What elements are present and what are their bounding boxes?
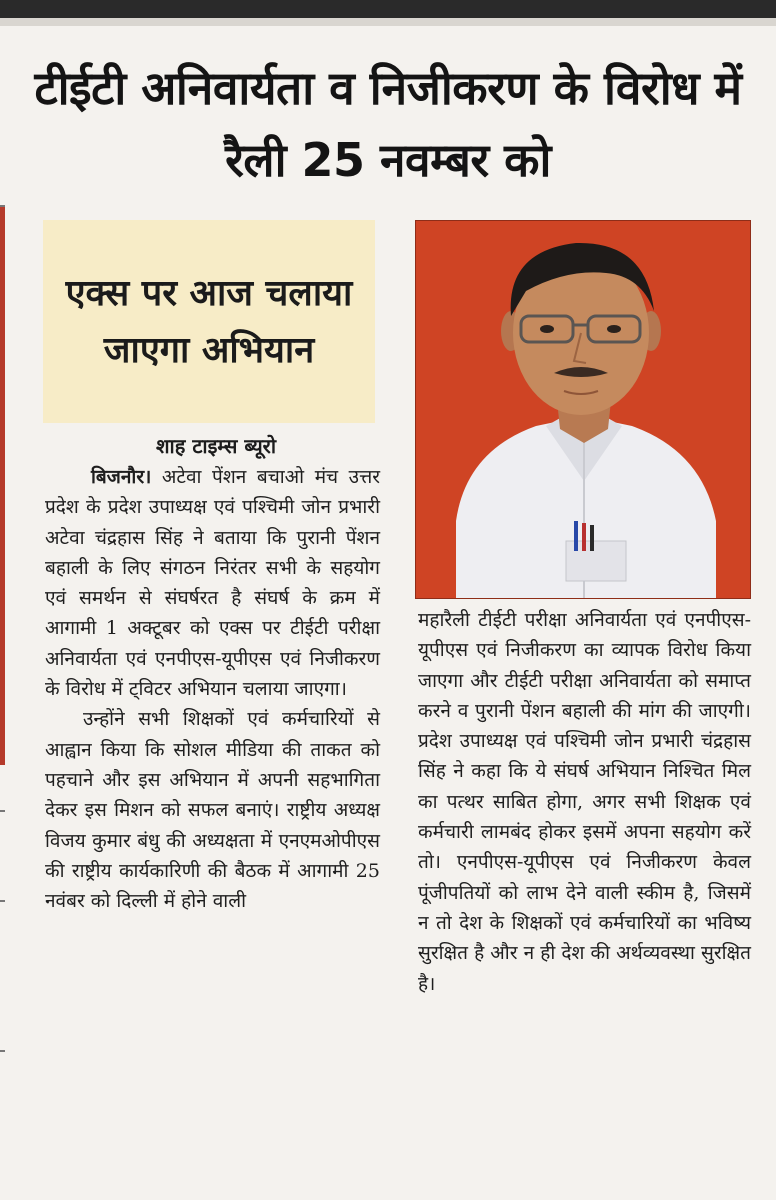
- article-headline: टीईटी अनिवार्यता व निजीकरण के विरोध में रैली 25 नवम्बर को: [34, 61, 742, 187]
- person-photo: [415, 220, 751, 599]
- paragraph: महारैली टीईटी परीक्षा अनिवार्यता एवं एनपीएस-यूपीएस एवं निजीकरण का व्यापक विरोध किया जाएगा और टीईटी परीक्षा अनिवार्यता को समाप्त करने व पुरानी पेंशन बहाली की मांग की जाएगी। प्रदेश उपाध्यक्ष एवं पश्चिमी जोन प्रभारी चंद्रहास सिंह ने कहा कि ये संघर्ष अभियान निश्चित मिल का पत्थर साबित होगा, अगर सभी शिक्षक एवं कर्मचारी लामबंद होकर इसमें अपना सहयोग करें तो। एनपीएस-यूपीएस एवं निजीकरण केवल पूंजीपतियों को लाभ देने वाली स्कीम है, जिसमें न तो देश के शिक्षकों एवं कर्मचारियों का भविष्य सुरक्षित है और न ही देश की अर्थव्यवस्था सुरक्षित है।: [418, 609, 751, 995]
- edge-mark: [0, 810, 5, 812]
- portrait-illustration: [416, 221, 751, 599]
- subheadline-box: [43, 220, 375, 423]
- edge-mark: [0, 205, 5, 207]
- edge-mark: [0, 1050, 5, 1052]
- article-column-right: [418, 605, 751, 999]
- page-top-band: [0, 18, 776, 26]
- article-subheadline: एक्स पर आज चलाया जाएगा अभियान: [65, 272, 353, 371]
- article-column-left: [45, 462, 380, 916]
- paragraph: [45, 462, 380, 704]
- byline: शाह टाइम्स ब्यूरो: [155, 434, 277, 458]
- paragraph-text: अटेवा पेंशन बचाओ मंच उत्तर प्रदेश के प्रदेश उपाध्यक्ष एवं पश्चिमी जोन प्रभारी अटेवा चंद्रहास सिंह ने बताया कि पुरानी पेंशन बहाली के लिए संगठन निरंतर सभी के सहयोग एवं समर्थन से संघर्षरत है संघर्ष के क्रम में आगामी 1 अक्टूबर को एक्स पर टीईटी परीक्षा अनिवार्यता एवं एनपीएस-यूपीएस एवं निजीकरण के विरोध में ट्विटर अभियान चलाया जाएगा।: [45, 466, 380, 701]
- paragraph: उन्होंने सभी शिक्षकों एवं कर्मचारियों से आह्वान किया कि सोशल मीडिया की ताकत को पहचाने और इस अभियान में अपनी सहभागिता देकर इस मिशन को सफल बनाएं। राष्ट्रीय अध्यक्ष विजय कुमार बंधु की अध्यक्षता में एनएमओपीएस की राष्ट्रीय कार्यकारिणी की बैठक में आगामी 25 नवंबर को दिल्ली में होने वाली: [45, 708, 380, 913]
- edge-mark: [0, 900, 5, 902]
- page-top-rule: [0, 0, 776, 18]
- dateline: बिजनौर।: [91, 466, 152, 488]
- adjacent-article-edge: [0, 205, 5, 765]
